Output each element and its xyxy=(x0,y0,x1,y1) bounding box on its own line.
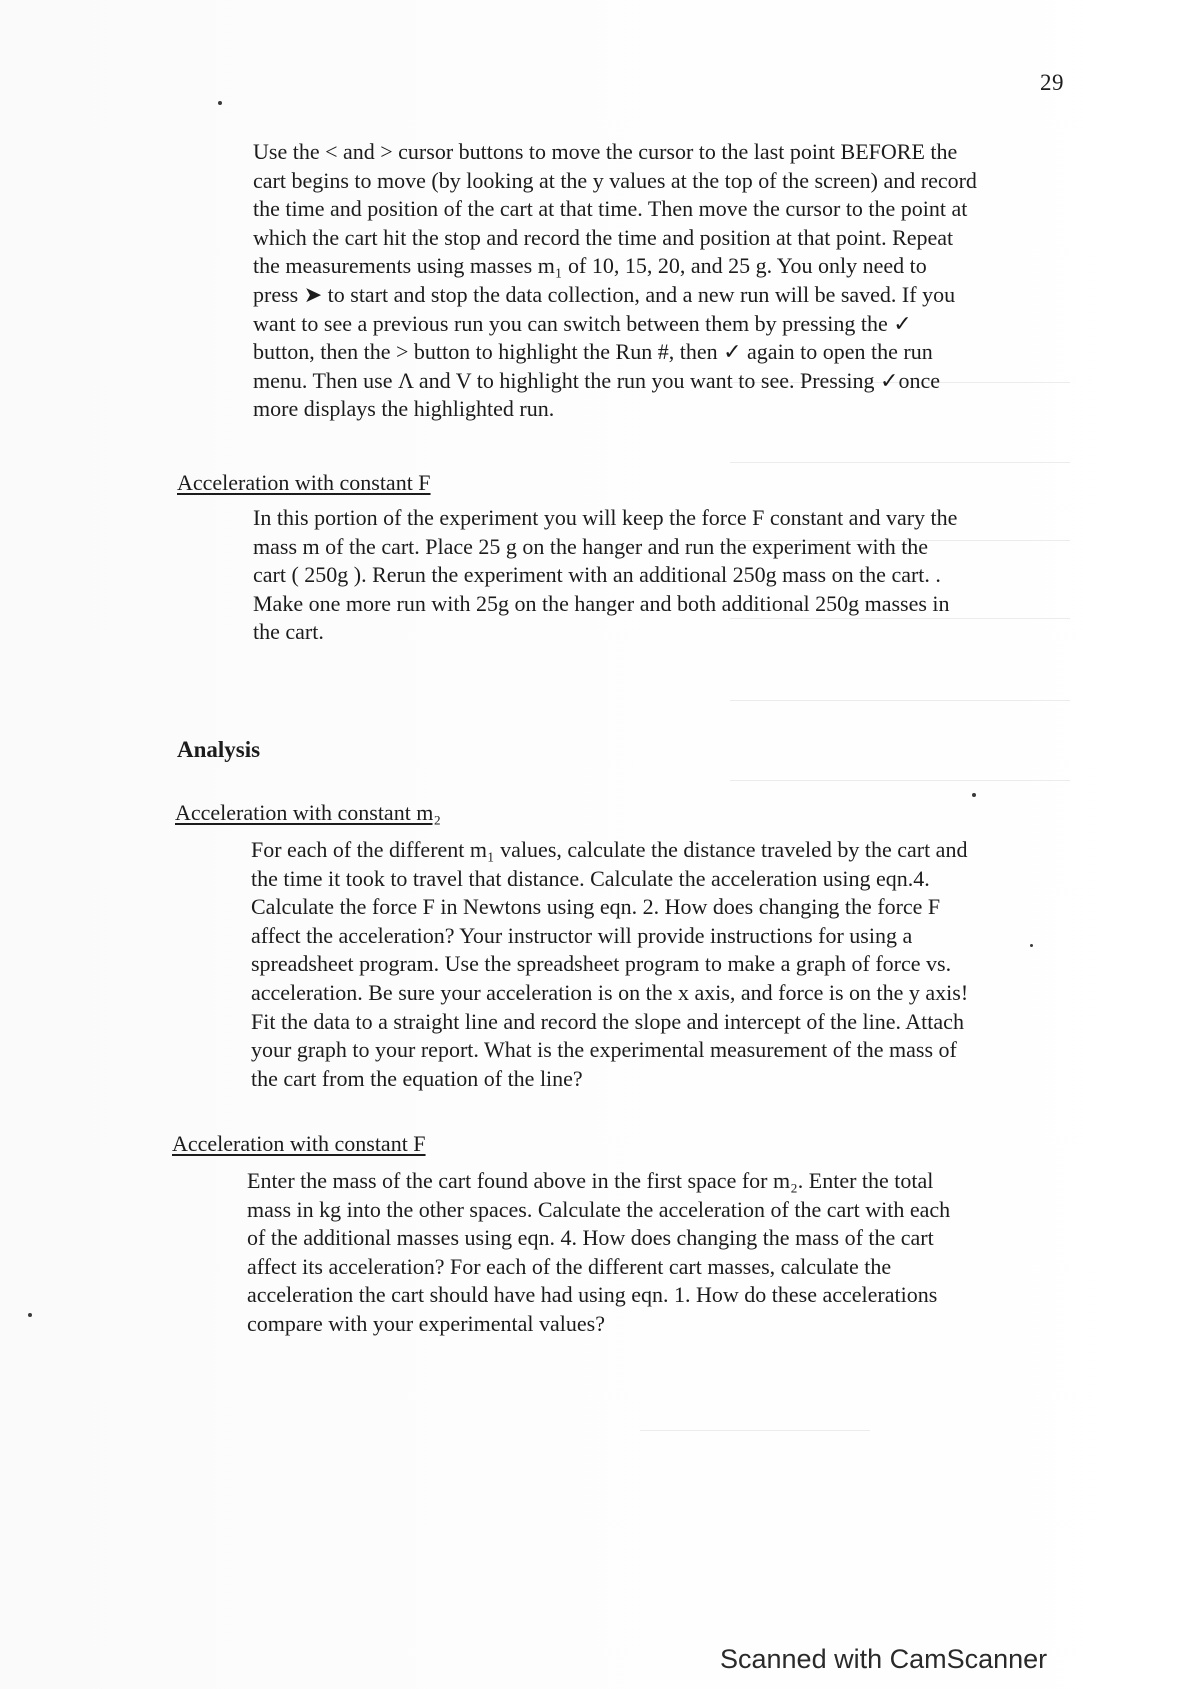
scan-speck xyxy=(28,1313,32,1317)
text-line: mass m of the cart. Place 25 g on the hanger and run the experiment with the xyxy=(253,533,929,559)
text-line: acceleration. Be sure your acceleration is on the x axis, and force is on the y axis! xyxy=(251,979,969,1005)
text-line: want to see a previous run you can switch between them by pressing the ✓ xyxy=(253,310,912,336)
text-line: the time and position of the cart at that time. Then move the cursor to the point at xyxy=(253,196,968,222)
text-line: button, then the > button to highlight the Run #, then ✓ again to open the run xyxy=(253,339,933,365)
text-line: Enter the mass of the cart found above in the first space for m₂. Enter the total xyxy=(247,1168,934,1193)
text-line: acceleration the cart should have had using eqn. 1. How do these accelerations xyxy=(247,1282,938,1308)
scanner-watermark: Scanned with CamScanner xyxy=(720,1644,1048,1674)
scan-speck xyxy=(218,101,222,105)
text-line: compare with your experimental values? xyxy=(247,1310,605,1336)
text-line: press ➤ to start and stop the data collection, and a new run will be saved. If you xyxy=(253,281,956,307)
text-line: the cart. xyxy=(253,619,324,645)
text-line: affect its acceleration? For each of the different cart masses, calculate the xyxy=(247,1253,892,1279)
scan-speck xyxy=(1030,944,1033,947)
text-line: your graph to your report. What is the experimental measurement of the mass of xyxy=(251,1037,957,1063)
page-number: 29 xyxy=(1040,70,1064,95)
text-line: mass in kg into the other spaces. Calculate the acceleration of the cart with each xyxy=(247,1196,951,1222)
bleed-through-rule xyxy=(640,1430,870,1431)
text-line: affect the acceleration? Your instructor will provide instructions for using a xyxy=(251,922,913,948)
procedure-paragraph xyxy=(253,138,977,424)
text-line: more displays the highlighted run. xyxy=(253,396,555,422)
text-line: Calculate the force F in Newtons using eqn. 2. How does changing the force F xyxy=(251,894,941,920)
text-line: the cart from the equation of the line? xyxy=(251,1065,583,1091)
scan-speck xyxy=(972,793,976,797)
text-line: menu. Then use Λ and V to highlight the run you want to see. Pressing ✓once xyxy=(253,367,941,393)
text-line: cart ( 250g ). Rerun the experiment with an additional 250g mass on the cart. . xyxy=(253,562,941,588)
constant-f-analysis-paragraph xyxy=(247,1167,950,1339)
constant-f-procedure-paragraph xyxy=(253,504,957,647)
text-line: Fit the data to a straight line and record the slope and intercept of the line. Attach xyxy=(251,1008,964,1034)
text-line: For each of the different m₁ values, calculate the distance traveled by the cart and xyxy=(251,837,968,862)
bleed-through-rule xyxy=(730,700,1070,701)
text-line: of the additional masses using eqn. 4. How does changing the mass of the cart xyxy=(247,1225,934,1251)
constant-f-procedure-heading: Acceleration with constant F xyxy=(177,470,431,495)
constant-m2-heading: Acceleration with constant m₂ xyxy=(175,800,442,825)
text-line: Make one more run with 25g on the hanger and both additional 250g masses in xyxy=(253,590,950,616)
constant-m2-paragraph xyxy=(251,836,968,1093)
constant-f-analysis-heading: Acceleration with constant F xyxy=(172,1131,426,1156)
text-line: which the cart hit the stop and record the time and position at that point. Repeat xyxy=(253,224,954,250)
text-line: the measurements using masses m₁ of 10, 15, 20, and 25 g. You only need to xyxy=(253,253,927,279)
text-line: spreadsheet program. Use the spreadsheet program to make a graph of force vs. xyxy=(251,951,952,977)
text-line: Use the < and > cursor buttons to move the cursor to the last point BEFORE the xyxy=(253,139,958,164)
text-line: In this portion of the experiment you will keep the force F constant and vary the xyxy=(253,505,958,530)
bleed-through-rule xyxy=(730,780,1070,781)
text-line: cart begins to move (by looking at the y values at the top of the screen) and record xyxy=(253,167,977,193)
bleed-through-rule xyxy=(730,462,1070,463)
analysis-heading: Analysis xyxy=(177,737,261,762)
text-line: the time it took to travel that distance. Calculate the acceleration using eqn.4. xyxy=(251,865,930,891)
